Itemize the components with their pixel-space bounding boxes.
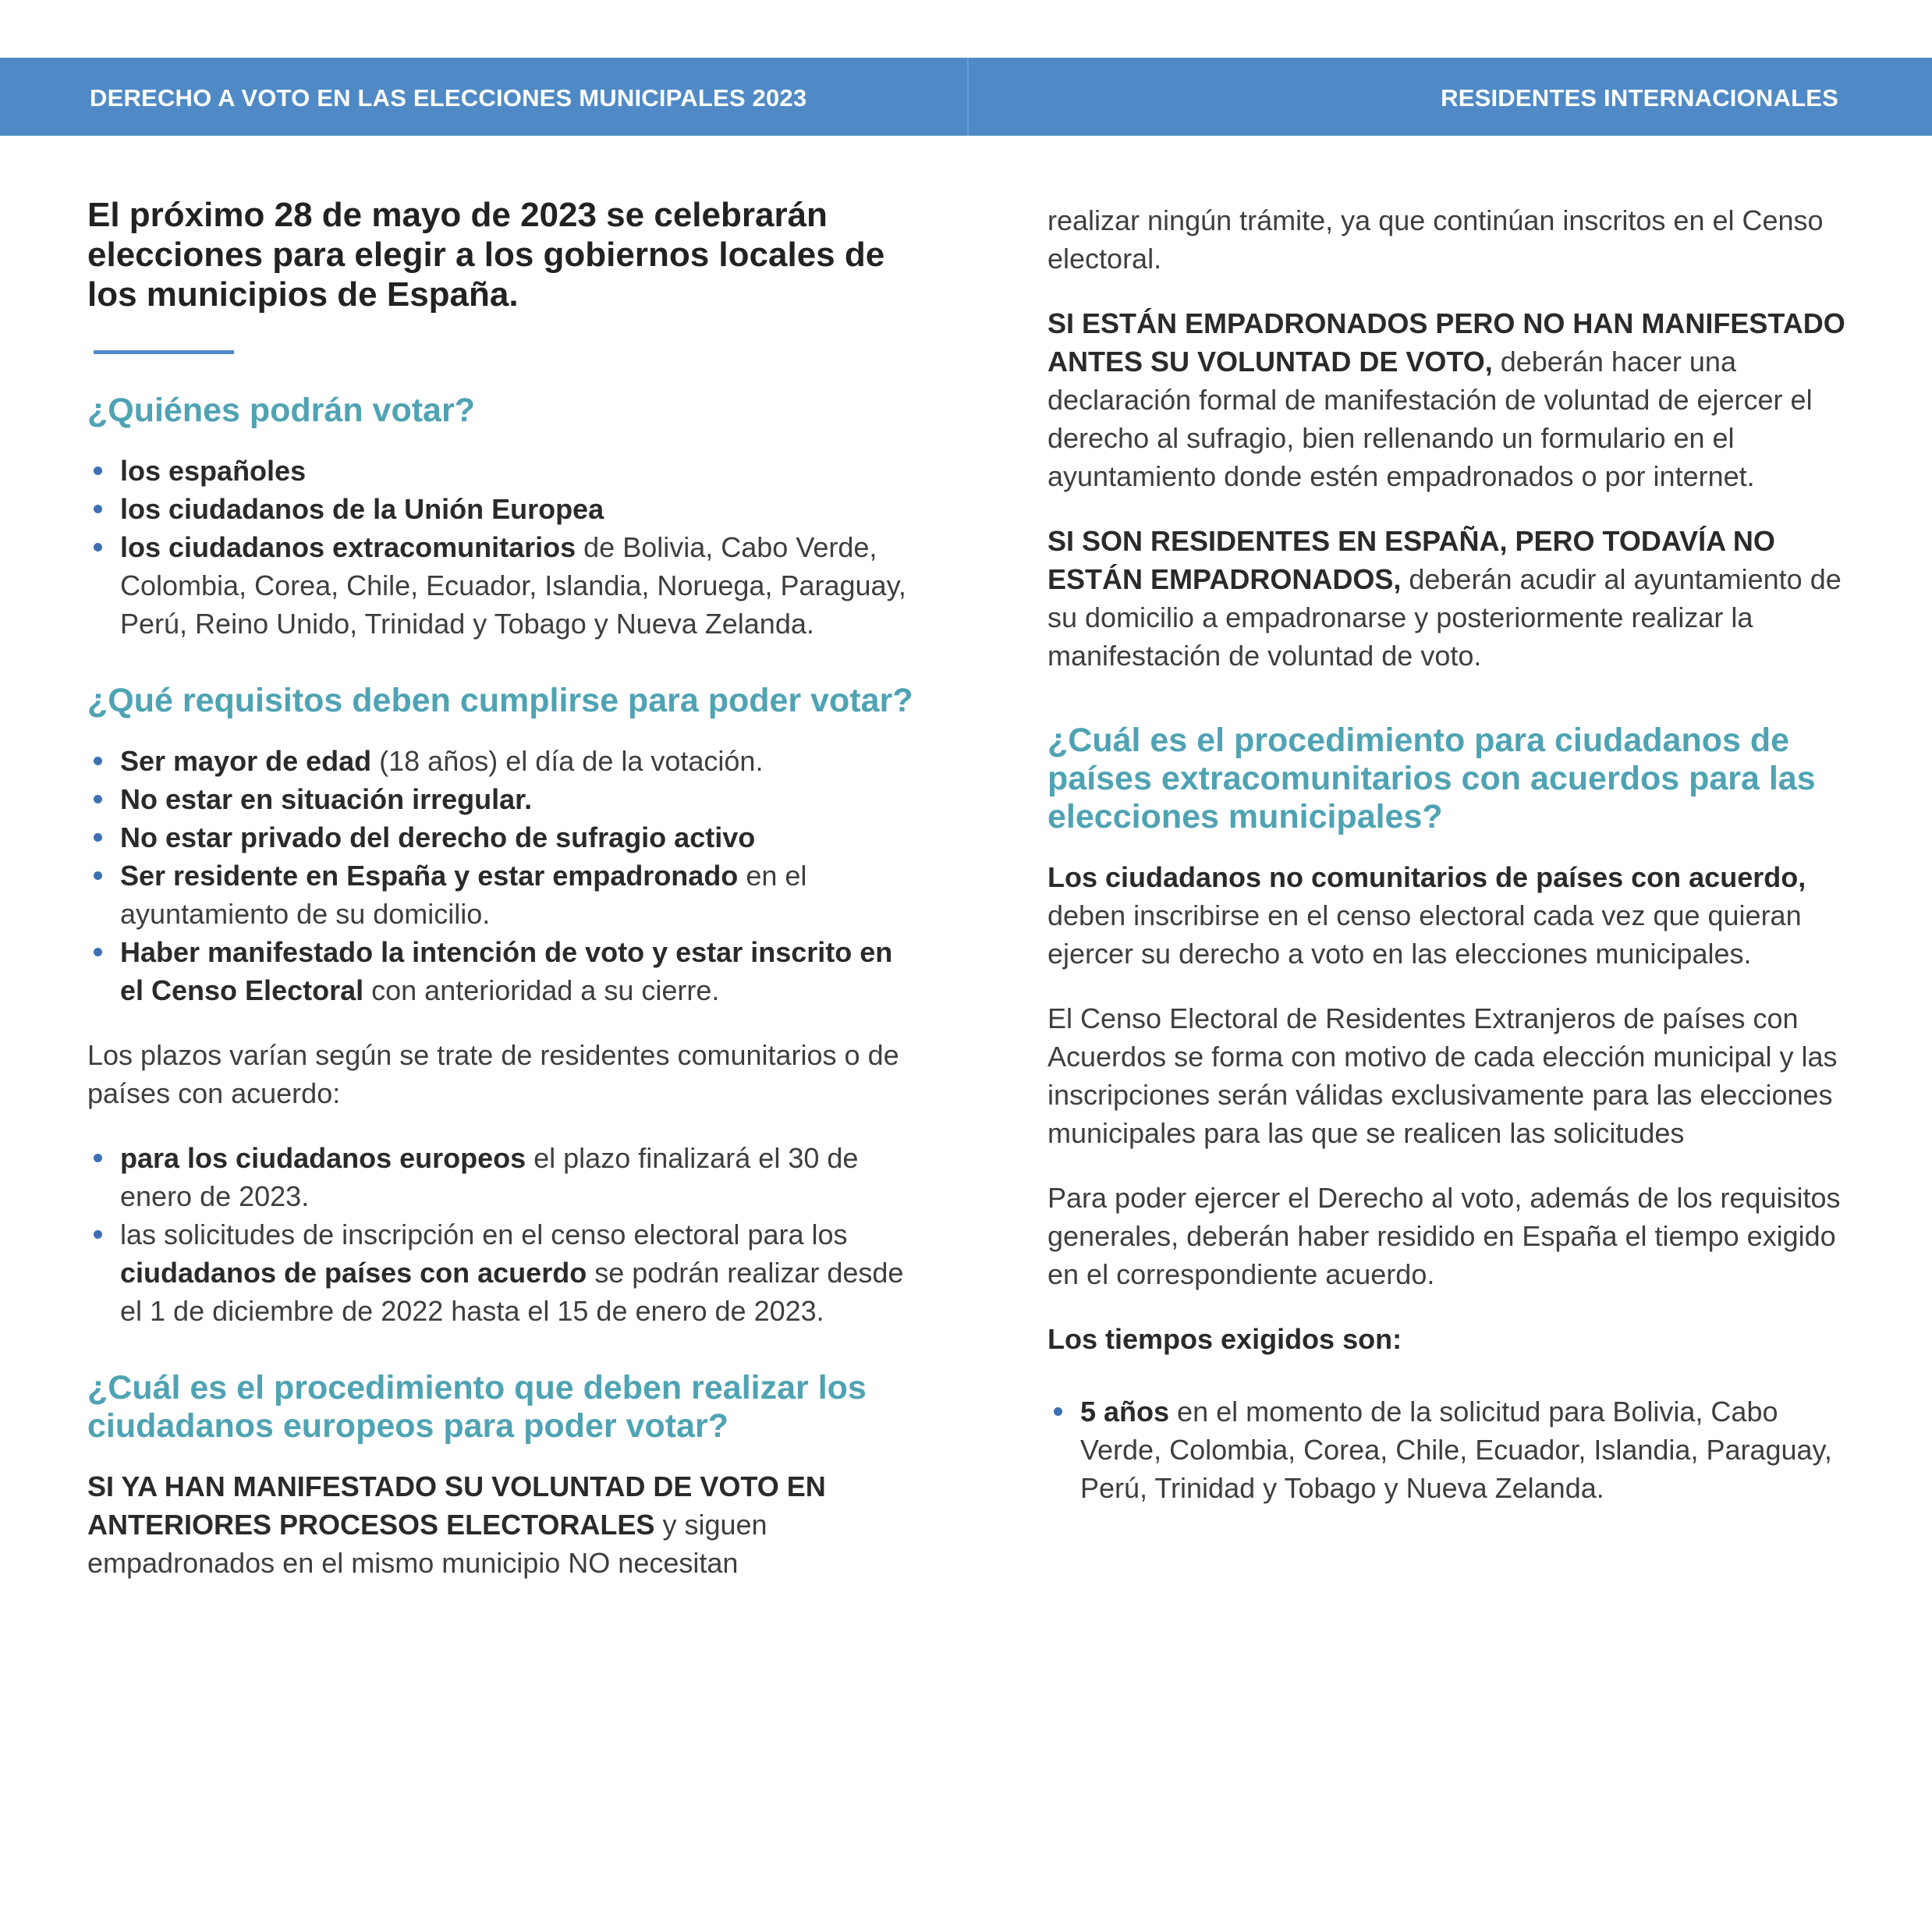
section-who-can-vote-title: ¿Quiénes podrán votar? — [87, 392, 475, 429]
right-column — [1048, 201, 1851, 1546]
deadlines-note: Los plazos varían según se trate de residentes comunitarios o de países con acuerdo: — [87, 1039, 899, 1109]
list-item: para los ciudadanos europeos el plazo finalizará el 30 de enero de 2023. — [87, 1139, 914, 1215]
intro-text: El próximo 28 de mayo de 2023 se celebrarán elecciones para elegir a los gobiernos locales de los municipios de España. — [87, 196, 885, 314]
list-item: Ser mayor de edad (18 años) el día de la votación. — [87, 742, 914, 780]
list-item: Ser residente en España y estar empadronado en el ayuntamiento de su domicilio. — [87, 857, 914, 933]
list-item: los ciudadanos de la Unión Europea — [87, 490, 914, 528]
section-requirements-title: ¿Qué requisitos deben cumplirse para poder votar? — [87, 682, 913, 719]
times-list — [1048, 1392, 1851, 1507]
list-item: los ciudadanos extracomunitarios de Bolivia, Cabo Verde, Colombia, Corea, Chile, Ecuador, Islandia, Noruega, Paraguay, Perú, Reino Unido, Trinidad y Tobago y Nueva Zelanda. — [87, 528, 914, 643]
list-item: 5 años en el momento de la solicitud para Bolivia, Cabo Verde, Colombia, Corea, Chile, Ecuador, Islandia, Paraguay, Perú, Trinidad y Tobago y Nueva Zelanda. — [1048, 1392, 1851, 1507]
divider — [94, 350, 234, 354]
deadlines-list — [87, 1139, 914, 1330]
times-label: Los tiempos exigidos son: — [1048, 1323, 1402, 1355]
list-item: Haber manifestado la intención de voto y estar inscrito en el Censo Electoral con anterioridad a su cierre. — [87, 933, 914, 1009]
list-item: No estar en situación irregular. — [87, 780, 914, 818]
non-eu-procedure-text: Los ciudadanos no comunitarios de países con acuerdo, deben inscribirse en el censo electoral cada vez que quieran ejercer su derecho a voto en las elecciones municipales. — [1048, 861, 1806, 970]
list-item: los españoles — [87, 452, 914, 490]
header-left-title: DERECHO A VOTO EN LAS ELECCIONES MUNICIPALES 2023 — [90, 84, 807, 112]
requirements-list — [87, 742, 914, 1009]
residence-requirement-text: Para poder ejercer el Derecho al voto, además de los requisitos generales, deberán haber residido en España el tiempo exigido en el correspondiente acuerdo. — [1048, 1182, 1841, 1290]
left-column — [87, 195, 914, 1609]
header-right-title: RESIDENTES INTERNACIONALES — [1441, 84, 1838, 112]
page-fold — [967, 58, 969, 136]
census-text: El Censo Electoral de Residentes Extranjeros de países con Acuerdos se forma con motivo de cada elección municipal y las inscripciones serán válidas exclusivamente para las elecciones municipales para las que se realicen las solicitudes — [1048, 1002, 1838, 1149]
list-item: las solicitudes de inscripción en el censo electoral para los ciudadanos de países con acuerdo se podrán realizar desde el 1 de diciembre de 2022 hasta el 15 de enero de 2023. — [87, 1215, 914, 1330]
header-band — [0, 58, 1932, 136]
list-item: No estar privado del derecho de sufragio activo — [87, 818, 914, 857]
eu-procedure-text: SI YA HAN MANIFESTADO SU VOLUNTAD DE VOTO EN ANTERIORES PROCESOS ELECTORALES y siguen empadronados en el mismo municipio NO necesitan — [87, 1470, 826, 1579]
section-non-eu-procedure-title: ¿Cuál es el procedimiento para ciudadanos de países extracomunitarios con acuerdos para las elecciones municipales? — [1048, 722, 1816, 835]
who-can-vote-list — [87, 452, 914, 643]
continued-text: realizar ningún trámite, ya que continúan inscritos en el Censo electoral. — [1048, 204, 1824, 275]
section-eu-procedure-title: ¿Cuál es el procedimiento que deben realizar los ciudadanos europeos para poder votar? — [87, 1369, 867, 1445]
registered-no-intent-text: SI ESTÁN EMPADRONADOS PERO NO HAN MANIFESTADO ANTES SU VOLUNTAD DE VOTO, deberán hacer una declaración formal de manifestación de voluntad de ejercer el derecho al sufragio, bien rellenando un formulario en el ayuntamiento donde estén empadronados o por internet. — [1048, 307, 1845, 492]
not-registered-text: SI SON RESIDENTES EN ESPAÑA, PERO TODAVÍA NO ESTÁN EMPADRONADOS, deberán acudir al ayuntamiento de su domicilio a empadronarse y posteriormente realizar la manifestación de voluntad de voto. — [1048, 525, 1842, 672]
